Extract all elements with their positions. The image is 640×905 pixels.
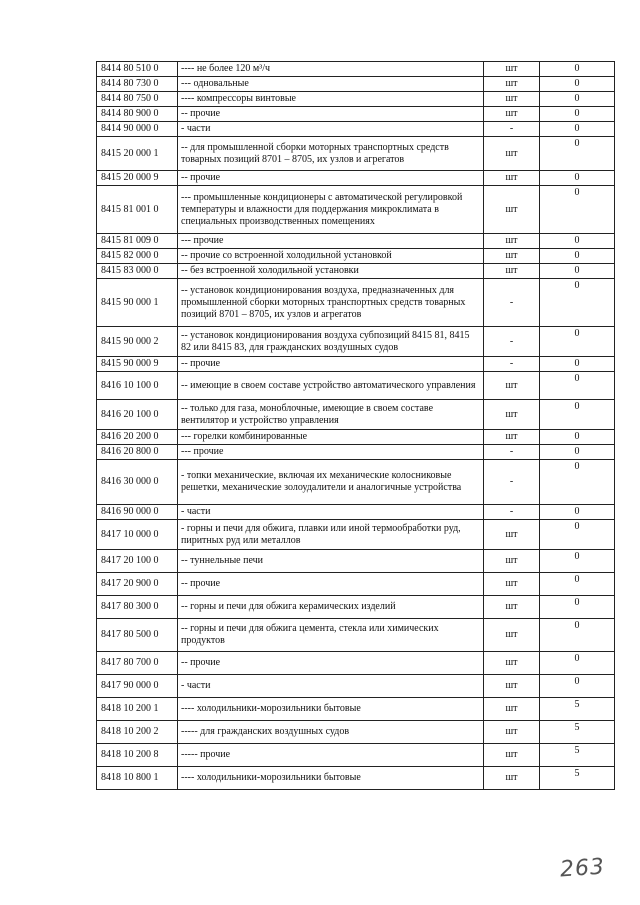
- value-cell: 0: [540, 62, 615, 77]
- value-cell: 0: [540, 327, 615, 357]
- description-cell: ---- холодильники-морозильники бытовые: [178, 767, 484, 790]
- description-cell: -- установок кондиционирования воздуха субпозиций 8415 81, 8415 82 или 8415 83, для гражданских воздушных судов: [178, 327, 484, 357]
- description-cell: ----- прочие: [178, 744, 484, 767]
- value-cell: 0: [540, 460, 615, 505]
- code-cell: 8417 20 900 0: [97, 573, 178, 596]
- description-cell: -- без встроенной холодильной установки: [178, 264, 484, 279]
- unit-cell: шт: [484, 550, 540, 573]
- value-cell: 0: [540, 122, 615, 137]
- table-row: [97, 520, 615, 550]
- value-cell: 0: [540, 372, 615, 400]
- unit-cell: -: [484, 445, 540, 460]
- value-cell: 0: [540, 445, 615, 460]
- code-cell: 8414 80 730 0: [97, 77, 178, 92]
- tariff-table: [96, 61, 615, 790]
- table-row: [97, 619, 615, 652]
- description-cell: -- прочие: [178, 357, 484, 372]
- table-row: [97, 137, 615, 171]
- unit-cell: шт: [484, 264, 540, 279]
- table-row: [97, 372, 615, 400]
- unit-cell: шт: [484, 619, 540, 652]
- code-cell: 8416 20 800 0: [97, 445, 178, 460]
- value-cell: 0: [540, 505, 615, 520]
- code-cell: 8417 80 700 0: [97, 652, 178, 675]
- value-cell: 0: [540, 430, 615, 445]
- code-cell: 8418 10 200 8: [97, 744, 178, 767]
- table-row: [97, 430, 615, 445]
- description-cell: - топки механические, включая их механические колосниковые решетки, механические золоудалители и аналогичные устройства: [178, 460, 484, 505]
- code-cell: 8416 10 100 0: [97, 372, 178, 400]
- unit-cell: -: [484, 327, 540, 357]
- unit-cell: шт: [484, 744, 540, 767]
- description-cell: - части: [178, 675, 484, 698]
- table-row: [97, 675, 615, 698]
- value-cell: 0: [540, 652, 615, 675]
- value-cell: 0: [540, 249, 615, 264]
- unit-cell: шт: [484, 137, 540, 171]
- description-cell: -- установок кондиционирования воздуха, предназначенных для промышленной сборки моторных транспортных средств товарных позиций 8701 – 8705, их узлов и агрегатов: [178, 279, 484, 327]
- description-cell: -- для промышленной сборки моторных транспортных средств товарных позиций 8701 – 8705, их узлов и агрегатов: [178, 137, 484, 171]
- code-cell: 8416 20 200 0: [97, 430, 178, 445]
- value-cell: 0: [540, 77, 615, 92]
- unit-cell: -: [484, 460, 540, 505]
- value-cell: 5: [540, 721, 615, 744]
- unit-cell: -: [484, 122, 540, 137]
- table-row: [97, 62, 615, 77]
- table-row: [97, 279, 615, 327]
- unit-cell: -: [484, 357, 540, 372]
- table-row: [97, 767, 615, 790]
- value-cell: 5: [540, 698, 615, 721]
- table-row: [97, 264, 615, 279]
- value-cell: 0: [540, 279, 615, 327]
- table-row: [97, 596, 615, 619]
- code-cell: 8418 10 200 2: [97, 721, 178, 744]
- code-cell: 8415 81 001 0: [97, 186, 178, 234]
- description-cell: ---- не более 120 м³/ч: [178, 62, 484, 77]
- unit-cell: шт: [484, 249, 540, 264]
- unit-cell: шт: [484, 520, 540, 550]
- code-cell: 8417 10 000 0: [97, 520, 178, 550]
- unit-cell: шт: [484, 62, 540, 77]
- table-row: [97, 550, 615, 573]
- unit-cell: шт: [484, 596, 540, 619]
- table-row: [97, 357, 615, 372]
- description-cell: -- туннельные печи: [178, 550, 484, 573]
- code-cell: 8415 83 000 0: [97, 264, 178, 279]
- unit-cell: шт: [484, 698, 540, 721]
- value-cell: 5: [540, 767, 615, 790]
- table-row: [97, 721, 615, 744]
- unit-cell: шт: [484, 430, 540, 445]
- code-cell: 8417 20 100 0: [97, 550, 178, 573]
- description-cell: -- имеющие в своем составе устройство автоматического управления: [178, 372, 484, 400]
- table-row: [97, 122, 615, 137]
- value-cell: 0: [540, 619, 615, 652]
- value-cell: 0: [540, 92, 615, 107]
- value-cell: 0: [540, 675, 615, 698]
- table-row: [97, 77, 615, 92]
- description-cell: --- прочие: [178, 445, 484, 460]
- unit-cell: шт: [484, 767, 540, 790]
- code-cell: 8417 90 000 0: [97, 675, 178, 698]
- value-cell: 0: [540, 520, 615, 550]
- code-cell: 8418 10 200 1: [97, 698, 178, 721]
- description-cell: -- прочие: [178, 573, 484, 596]
- code-cell: 8415 20 000 1: [97, 137, 178, 171]
- value-cell: 0: [540, 171, 615, 186]
- value-cell: 0: [540, 357, 615, 372]
- value-cell: 0: [540, 400, 615, 430]
- description-cell: --- прочие: [178, 234, 484, 249]
- code-cell: 8414 80 510 0: [97, 62, 178, 77]
- code-cell: 8414 80 900 0: [97, 107, 178, 122]
- description-cell: ---- компрессоры винтовые: [178, 92, 484, 107]
- unit-cell: шт: [484, 652, 540, 675]
- unit-cell: шт: [484, 721, 540, 744]
- table-row: [97, 652, 615, 675]
- page-number: 263: [559, 854, 606, 883]
- code-cell: 8415 90 000 9: [97, 357, 178, 372]
- table-row: [97, 327, 615, 357]
- code-cell: 8414 80 750 0: [97, 92, 178, 107]
- value-cell: 0: [540, 573, 615, 596]
- unit-cell: шт: [484, 92, 540, 107]
- description-cell: -- только для газа, моноблочные, имеющие в своем составе вентилятор и устройство управления: [178, 400, 484, 430]
- code-cell: 8417 80 500 0: [97, 619, 178, 652]
- table-row: [97, 400, 615, 430]
- description-cell: --- горелки комбинированные: [178, 430, 484, 445]
- description-cell: - части: [178, 505, 484, 520]
- value-cell: 5: [540, 744, 615, 767]
- unit-cell: -: [484, 279, 540, 327]
- code-cell: 8415 20 000 9: [97, 171, 178, 186]
- code-cell: 8416 30 000 0: [97, 460, 178, 505]
- unit-cell: шт: [484, 107, 540, 122]
- unit-cell: шт: [484, 171, 540, 186]
- code-cell: 8415 82 000 0: [97, 249, 178, 264]
- unit-cell: шт: [484, 234, 540, 249]
- unit-cell: шт: [484, 77, 540, 92]
- table-row: [97, 573, 615, 596]
- unit-cell: шт: [484, 400, 540, 430]
- description-cell: --- одновальные: [178, 77, 484, 92]
- value-cell: 0: [540, 550, 615, 573]
- table-row: [97, 460, 615, 505]
- value-cell: 0: [540, 234, 615, 249]
- code-cell: 8415 90 000 1: [97, 279, 178, 327]
- unit-cell: шт: [484, 186, 540, 234]
- description-cell: - части: [178, 122, 484, 137]
- value-cell: 0: [540, 137, 615, 171]
- code-cell: 8417 80 300 0: [97, 596, 178, 619]
- value-cell: 0: [540, 264, 615, 279]
- code-cell: 8414 90 000 0: [97, 122, 178, 137]
- code-cell: 8416 90 000 0: [97, 505, 178, 520]
- table-row: [97, 505, 615, 520]
- description-cell: -- прочие: [178, 107, 484, 122]
- unit-cell: шт: [484, 372, 540, 400]
- code-cell: 8418 10 800 1: [97, 767, 178, 790]
- description-cell: -- прочие со встроенной холодильной установкой: [178, 249, 484, 264]
- table-row: [97, 234, 615, 249]
- table-row: [97, 186, 615, 234]
- table-row: [97, 445, 615, 460]
- table-row: [97, 249, 615, 264]
- table-row: [97, 171, 615, 186]
- description-cell: -- прочие: [178, 171, 484, 186]
- description-cell: -- горны и печи для обжига керамических изделий: [178, 596, 484, 619]
- description-cell: -- прочие: [178, 652, 484, 675]
- unit-cell: шт: [484, 675, 540, 698]
- description-cell: -- горны и печи для обжига цемента, стекла или химических продуктов: [178, 619, 484, 652]
- table-row: [97, 744, 615, 767]
- description-cell: --- промышленные кондиционеры с автоматической регулировкой температуры и влажности для поддержания микроклимата в специальных производственных помещениях: [178, 186, 484, 234]
- value-cell: 0: [540, 596, 615, 619]
- table-row: [97, 92, 615, 107]
- value-cell: 0: [540, 186, 615, 234]
- value-cell: 0: [540, 107, 615, 122]
- description-cell: ---- холодильники-морозильники бытовые: [178, 698, 484, 721]
- table-row: [97, 698, 615, 721]
- description-cell: - горны и печи для обжига, плавки или иной термообработки руд, пиритных руд или металлов: [178, 520, 484, 550]
- description-cell: ----- для гражданских воздушных судов: [178, 721, 484, 744]
- unit-cell: -: [484, 505, 540, 520]
- unit-cell: шт: [484, 573, 540, 596]
- code-cell: 8415 90 000 2: [97, 327, 178, 357]
- code-cell: 8416 20 100 0: [97, 400, 178, 430]
- table-row: [97, 107, 615, 122]
- code-cell: 8415 81 009 0: [97, 234, 178, 249]
